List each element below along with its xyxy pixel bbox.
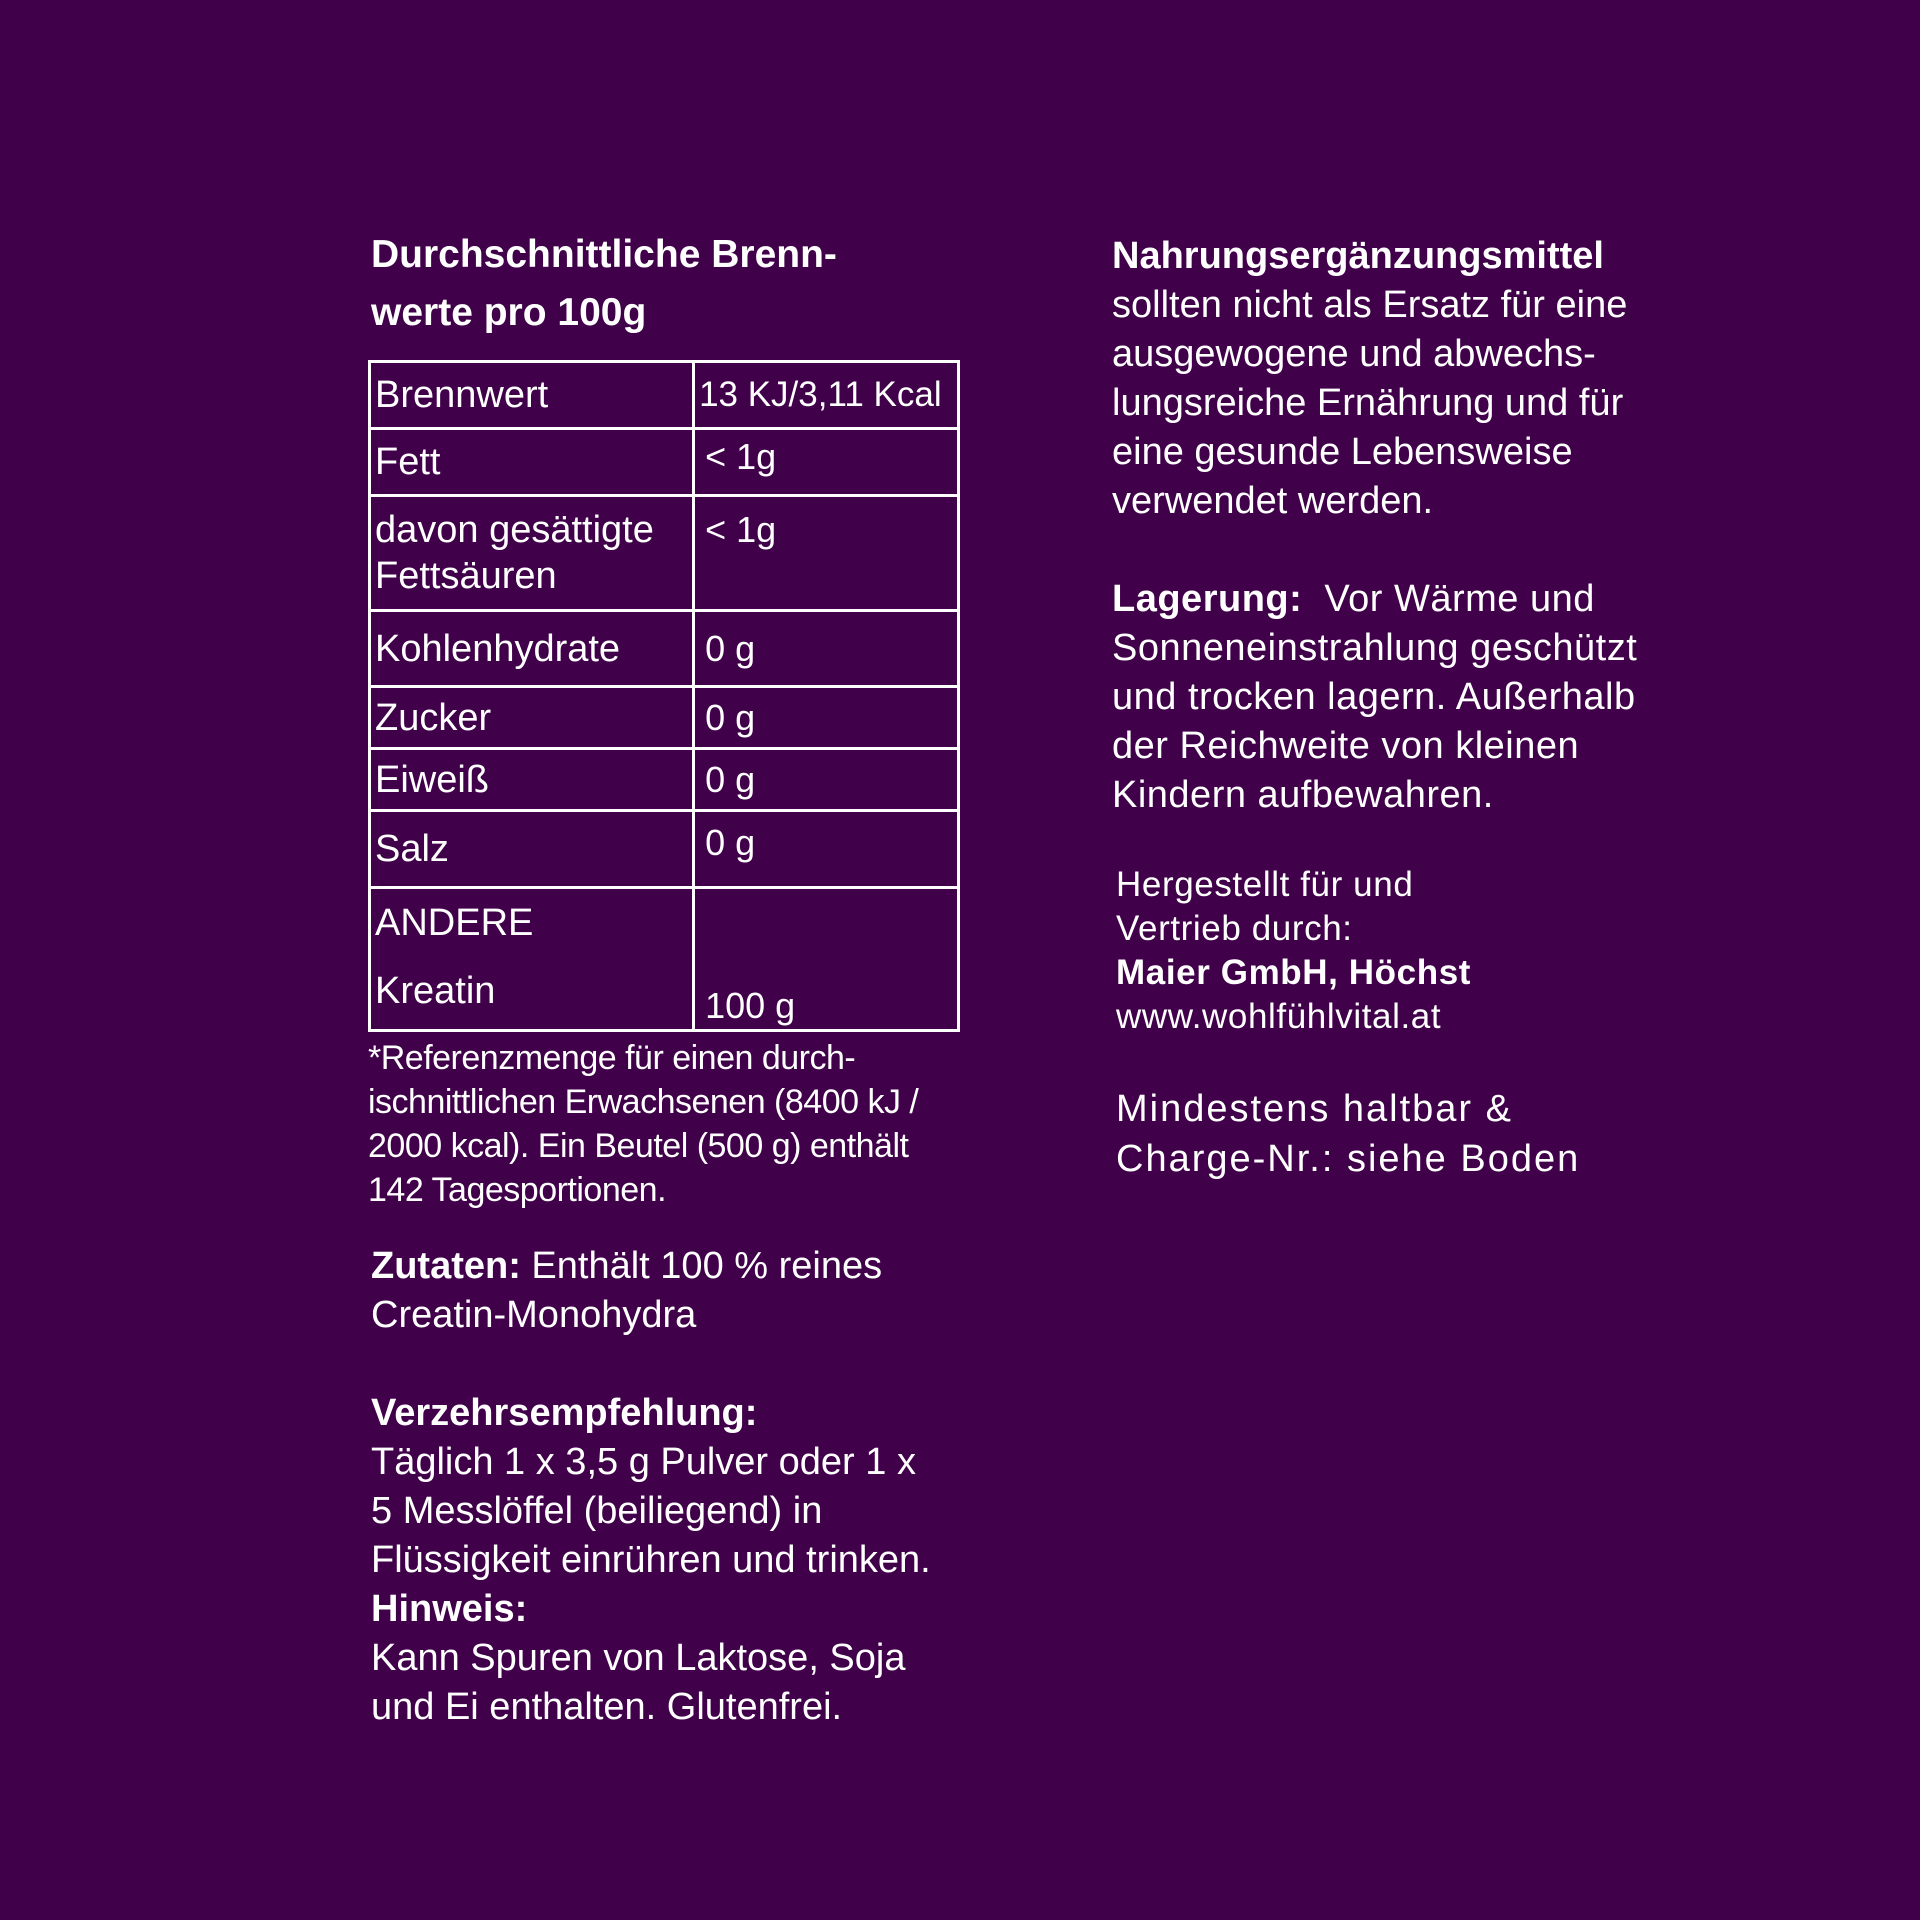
row-label: Fett [370,429,694,496]
table-row [370,888,959,1031]
supplement-label: Nahrungsergänzungsmittel [1112,235,1604,277]
row-value: 13 KJ/3,11 Kcal [694,362,959,429]
row-value: < 1g [694,496,959,611]
row-label: Brennwert [370,362,694,429]
company-name: Maier GmbH, Höchst [1116,953,1472,992]
recommendation-line: Täglich 1 x 3,5 g Pulver oder 1 x [371,1441,916,1483]
storage-line: Sonneneinstrahlung geschützt [1112,627,1638,669]
note-label: Hinweis: [371,1588,528,1630]
row-label-line1: ANDERE [375,902,534,944]
row-value: 100 g [694,888,959,1031]
nutrition-heading [371,226,968,342]
manufacturer [1116,863,1732,1039]
table-row [370,687,959,749]
row-value: 0 g [694,811,959,888]
supplement-line: lungsreiche Ernährung und für [1112,382,1624,424]
row-label-line1: davon gesättigte [375,509,654,551]
row-value: 0 g [694,749,959,811]
expiry-info [1116,1084,1732,1184]
row-label [370,496,694,611]
recommendation-line: 5 Messlöffel (beiliegend) in [371,1490,823,1532]
recommendation [371,1389,968,1732]
footnote-line: 2000 kcal). Ein Beutel (500 g) enthält [368,1127,909,1165]
ingredients-label: Zutaten: [371,1245,521,1287]
row-label: Eiweiß [370,749,694,811]
reference-footnote [368,1036,968,1212]
row-label-line2: Kreatin [375,970,496,1012]
storage-line: der Reichweite von kleinen [1112,725,1580,767]
storage [1112,575,1732,820]
row-value: < 1g [694,429,959,496]
row-value: 0 g [694,611,959,687]
note-line: und Ei enthalten. Glutenfrei. [371,1686,843,1728]
supplement-line: verwendet werden. [1112,480,1434,522]
row-label-line2: Fettsäuren [375,555,557,597]
table-row [370,749,959,811]
website: www.wohlfühlvital.at [1116,997,1442,1036]
table-row [370,362,959,429]
row-label: Salz [370,811,694,888]
table-row [370,429,959,496]
supplement-line: sollten nicht als Ersatz für eine [1112,284,1628,326]
table-row [370,811,959,888]
storage-line: und trocken lagern. Außerhalb [1112,676,1636,718]
row-label: Zucker [370,687,694,749]
table-row [370,496,959,611]
right-column [1112,232,1732,1184]
nutrition-heading-line2: werte pro 100g [371,291,647,334]
ingredients-text: Enthält 100 % reines [520,1245,883,1287]
footnote-line: *Referenzmenge für einen durch- [368,1039,856,1077]
recommendation-label: Verzehrsempfehlung: [371,1392,758,1434]
storage-text: Vor Wärme und [1302,578,1595,620]
storage-label: Lagerung: [1112,578,1303,620]
row-label [370,888,694,1031]
note-line: Kann Spuren von Laktose, Soja [371,1637,906,1679]
recommendation-line: Flüssigkeit einrühren und trinken. [371,1539,931,1581]
ingredients [371,1242,968,1340]
manufacturer-line1: Hergestellt für und [1116,865,1414,904]
footnote-line: ischnittlichen Erwachsenen (8400 kJ / [368,1083,919,1121]
storage-line: Kindern aufbewahren. [1112,774,1494,816]
supplement-notice [1112,232,1732,526]
nutrition-table [368,360,960,1032]
supplement-line: ausgewogene und abwechs- [1112,333,1596,375]
expiry-line1: Mindestens haltbar & [1116,1088,1513,1130]
manufacturer-line2: Vertrieb durch: [1116,909,1353,948]
row-value: 0 g [694,687,959,749]
expiry-line2: Charge-Nr.: siehe Boden [1116,1138,1581,1180]
row-label: Kohlenhydrate [370,611,694,687]
footnote-line: 142 Tagesportionen. [368,1171,667,1209]
table-row [370,611,959,687]
nutrition-heading-line1: Durchschnittliche Brenn- [371,233,837,276]
ingredients-text-line2: Creatin-Monohydra [371,1294,697,1336]
supplement-line: eine gesunde Lebensweise [1112,431,1573,473]
left-column [368,226,968,1732]
